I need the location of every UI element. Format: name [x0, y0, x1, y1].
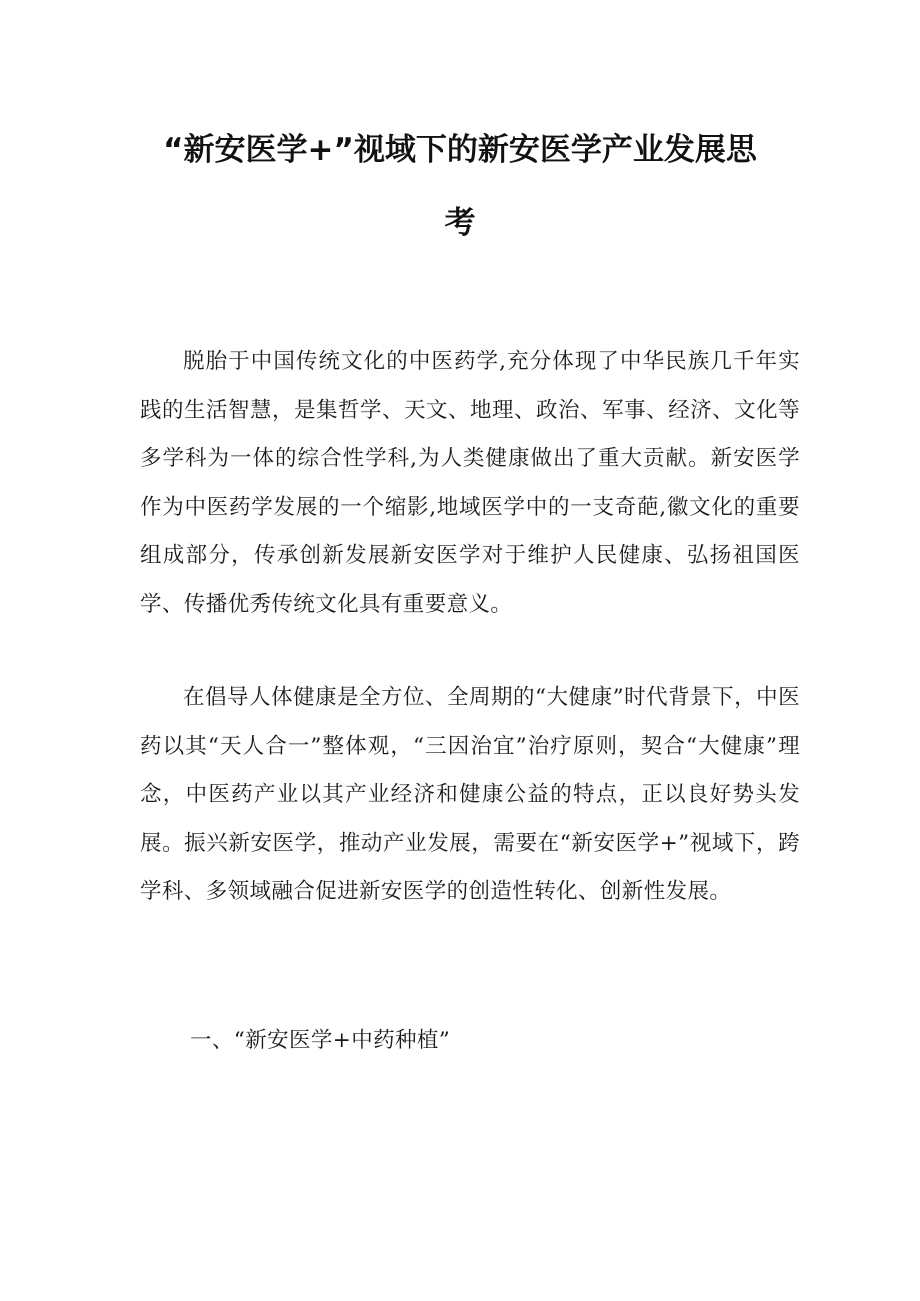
- document-title-line-2: 考: [444, 205, 476, 241]
- document-title-line-1: “新安医学+”视域下的新安医学产业发展思: [163, 132, 757, 168]
- section-heading: 一、“新安医学+中药种植”: [190, 1028, 451, 1053]
- body-paragraph-1: 脱胎于中国传统文化的中医药学,充分体现了中华民族几千年实践的生活智慧，是集哲学、天文、地理、政治、军事、经济、文化等多学科为一体的综合性学科,为人类健康做出了重大贡献。新安医学作为中医药学发展的一个缩影,地域医学中的一支奇葩,徽文化的重要组成部分，传承创新发展新安医学对于维护人民健康、弘扬祖国医学、传播优秀传统文化具有重要意义。: [140, 349, 800, 617]
- body-paragraph-2: 在倡导人体健康是全方位、全周期的“大健康”时代背景下，中医药以其“天人合一”整体观，“三因治宜”治疗原则，契合“大健康”理念，中医药产业以其产业经济和健康公益的特点，正以良好势头发展。振兴新安医学，推动产业发展，需要在“新安医学+”视域下，跨学科、多领域融合促进新安医学的创造性转化、创新性发展。: [140, 685, 800, 904]
